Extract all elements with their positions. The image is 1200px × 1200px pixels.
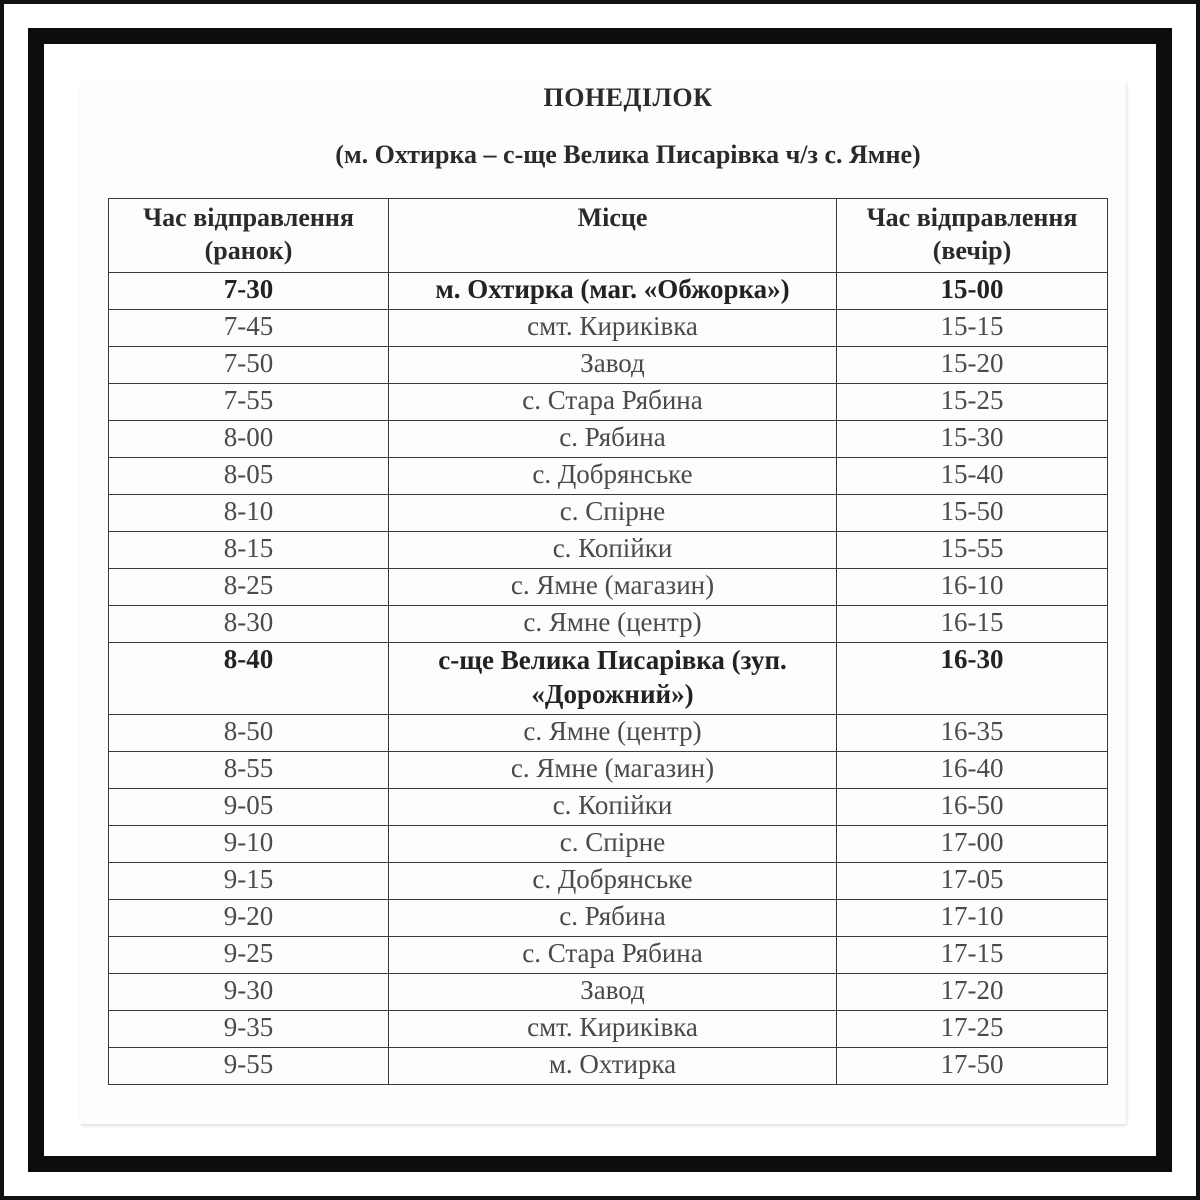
table-row xyxy=(109,1011,1108,1048)
morning-time: 9-55 xyxy=(109,1048,389,1085)
evening-time: 15-00 xyxy=(837,273,1108,310)
morning-time: 7-45 xyxy=(109,310,389,347)
stop-name: м. Охтирка xyxy=(389,1048,837,1085)
stop-name: Завод xyxy=(389,347,837,384)
evening-time: 17-25 xyxy=(837,1011,1108,1048)
table-row xyxy=(109,937,1108,974)
evening-time: 17-05 xyxy=(837,863,1108,900)
table-row xyxy=(109,421,1108,458)
table-row xyxy=(109,863,1108,900)
route-subtitle: (м. Охтирка – с-ще Велика Писарівка ч/з с. Ямне) xyxy=(335,140,921,169)
table-row xyxy=(109,1048,1108,1085)
evening-time: 17-15 xyxy=(837,937,1108,974)
morning-time: 9-30 xyxy=(109,974,389,1011)
evening-time: 16-35 xyxy=(837,715,1108,752)
table-row xyxy=(109,310,1108,347)
morning-time: 7-30 xyxy=(109,273,389,310)
morning-time: 9-35 xyxy=(109,1011,389,1048)
morning-time: 9-05 xyxy=(109,789,389,826)
evening-time: 16-50 xyxy=(837,789,1108,826)
morning-time: 7-55 xyxy=(109,384,389,421)
stop-name: м. Охтирка (маг. «Обжорка») xyxy=(389,273,837,310)
header-row xyxy=(109,199,1108,273)
morning-time: 8-55 xyxy=(109,752,389,789)
evening-time: 16-15 xyxy=(837,606,1108,643)
stop-name: с. Стара Рябина xyxy=(389,384,837,421)
morning-time: 8-05 xyxy=(109,458,389,495)
stop-name: с. Спірне xyxy=(389,826,837,863)
table-row xyxy=(109,974,1108,1011)
morning-time: 8-15 xyxy=(109,532,389,569)
stop-name: с. Копійки xyxy=(389,532,837,569)
table-row xyxy=(109,826,1108,863)
header-morning: Час відправлення (ранок) xyxy=(109,199,389,273)
evening-time: 17-20 xyxy=(837,974,1108,1011)
evening-time: 17-00 xyxy=(837,826,1108,863)
evening-time: 15-25 xyxy=(837,384,1108,421)
stop-name: с. Ямне (центр) xyxy=(389,715,837,752)
evening-time: 15-50 xyxy=(837,495,1108,532)
stop-name: смт. Кириківка xyxy=(389,1011,837,1048)
table-row xyxy=(109,384,1108,421)
table-row xyxy=(109,347,1108,384)
evening-time: 17-10 xyxy=(837,900,1108,937)
stop-name: с. Копійки xyxy=(389,789,837,826)
morning-time: 7-50 xyxy=(109,347,389,384)
morning-time: 9-20 xyxy=(109,900,389,937)
morning-time: 8-40 xyxy=(109,643,389,715)
stop-name: с. Ямне (центр) xyxy=(389,606,837,643)
evening-time: 15-40 xyxy=(837,458,1108,495)
morning-time: 9-10 xyxy=(109,826,389,863)
table-row xyxy=(109,569,1108,606)
stop-name: с. Добрянське xyxy=(389,458,837,495)
stop-name: с. Добрянське xyxy=(389,863,837,900)
table-row xyxy=(109,715,1108,752)
morning-time: 8-30 xyxy=(109,606,389,643)
morning-time: 8-25 xyxy=(109,569,389,606)
evening-time: 15-15 xyxy=(837,310,1108,347)
table-row xyxy=(109,789,1108,826)
stop-name: смт. Кириківка xyxy=(389,310,837,347)
header-evening: Час відправлення (вечір) xyxy=(837,199,1108,273)
evening-time: 15-55 xyxy=(837,532,1108,569)
table-row xyxy=(109,643,1108,715)
schedule-table xyxy=(108,198,1108,1085)
stop-name: с. Ямне (магазин) xyxy=(389,569,837,606)
table-row xyxy=(109,458,1108,495)
evening-time: 15-20 xyxy=(837,347,1108,384)
table-row xyxy=(109,495,1108,532)
morning-time: 9-25 xyxy=(109,937,389,974)
table-row xyxy=(109,752,1108,789)
page-title: ПОНЕДІЛОК xyxy=(543,83,713,112)
stop-name: Завод xyxy=(389,974,837,1011)
table-row xyxy=(109,900,1108,937)
morning-time: 8-00 xyxy=(109,421,389,458)
evening-time: 17-50 xyxy=(837,1048,1108,1085)
stop-name: с. Стара Рябина xyxy=(389,937,837,974)
stop-name: с-ще Велика Писарівка (зуп. «Дорожний») xyxy=(389,643,837,715)
evening-time: 16-10 xyxy=(837,569,1108,606)
stop-name: с. Рябина xyxy=(389,900,837,937)
stop-name: с. Спірне xyxy=(389,495,837,532)
evening-time: 15-30 xyxy=(837,421,1108,458)
evening-time: 16-30 xyxy=(837,643,1108,715)
evening-time: 16-40 xyxy=(837,752,1108,789)
morning-time: 9-15 xyxy=(109,863,389,900)
table-row xyxy=(109,606,1108,643)
table-row xyxy=(109,273,1108,310)
morning-time: 8-10 xyxy=(109,495,389,532)
stop-name: с. Ямне (магазин) xyxy=(389,752,837,789)
stop-name: с. Рябина xyxy=(389,421,837,458)
table-row xyxy=(109,532,1108,569)
morning-time: 8-50 xyxy=(109,715,389,752)
header-place: Місце xyxy=(389,199,837,273)
